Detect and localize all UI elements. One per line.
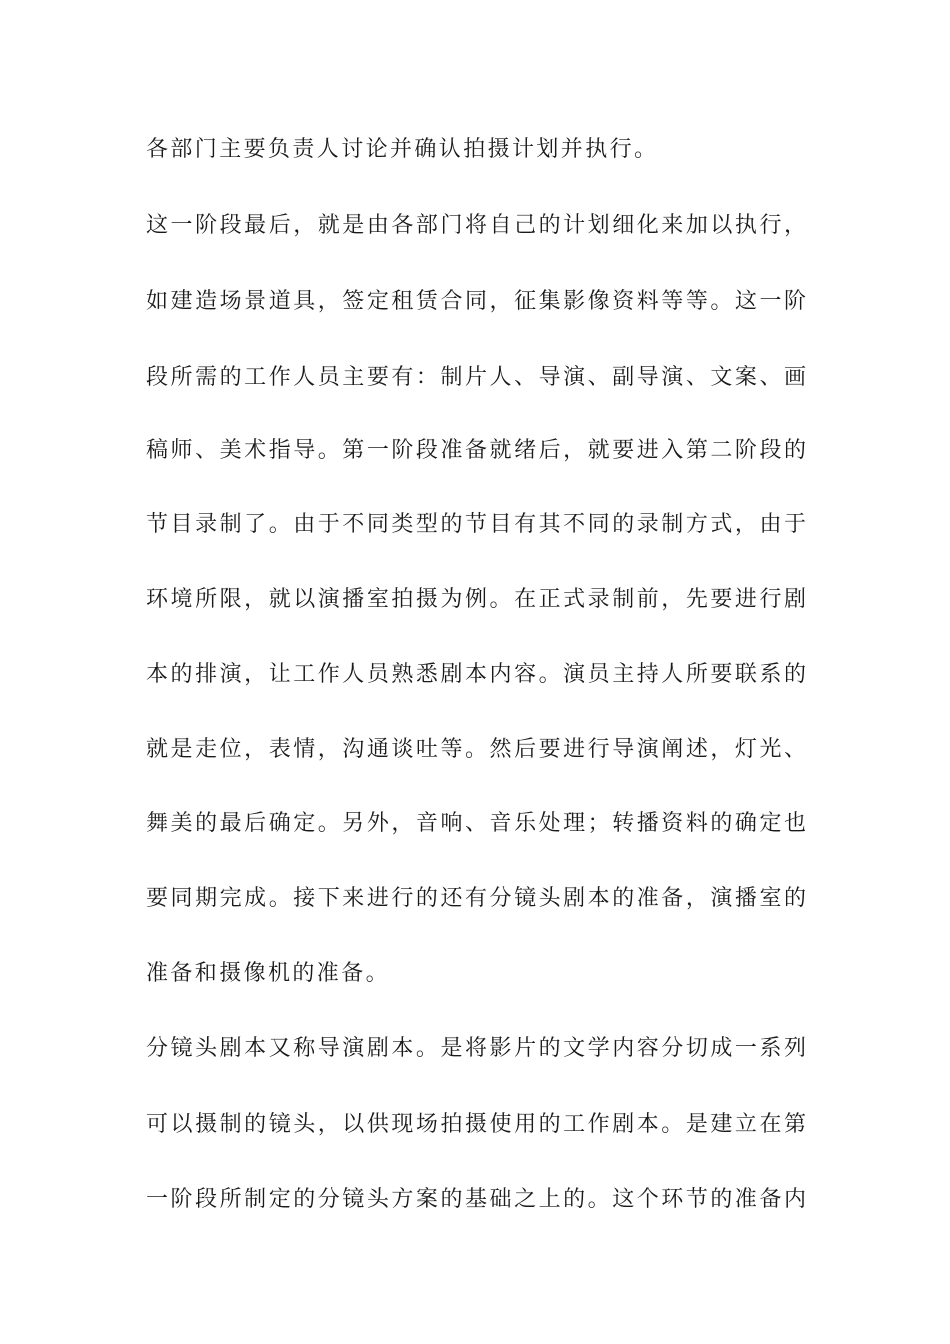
text-line: 就是走位，表情，沟通谈吐等。然后要进行导演阐述，灯光、	[146, 737, 806, 762]
text-line: 段所需的工作人员主要有：制片人、导演、副导演、文案、画	[146, 365, 806, 390]
text-line: 稿师、美术指导。第一阶段准备就绪后，就要进入第二阶段的	[146, 438, 806, 463]
text-line: 本的排演，让工作人员熟悉剧本内容。演员主持人所要联系的	[146, 662, 806, 687]
text-line: 环境所限，就以演播室拍摄为例。在正式录制前，先要进行剧	[146, 587, 806, 612]
text-line: 分镜头剧本又称导演剧本。是将影片的文学内容分切成一系列	[146, 1036, 806, 1061]
text-line: 这一阶段最后，就是由各部门将自己的计划细化来加以执行，	[146, 213, 806, 238]
text-line: 各部门主要负责人讨论并确认拍摄计划并执行。	[146, 137, 659, 162]
text-line: 准备和摄像机的准备。	[146, 961, 391, 986]
text-line: 可以摄制的镜头，以供现场拍摄使用的工作剧本。是建立在第	[146, 1112, 806, 1137]
text-line: 如建造场景道具，签定租赁合同，征集影像资料等等。这一阶	[146, 289, 806, 314]
text-line: 要同期完成。接下来进行的还有分镜头剧本的准备，演播室的	[146, 886, 806, 911]
text-line: 节目录制了。由于不同类型的节目有其不同的录制方式，由于	[146, 512, 806, 537]
text-line: 舞美的最后确定。另外，音响、音乐处理；转播资料的确定也	[146, 811, 806, 836]
text-line: 一阶段所制定的分镜头方案的基础之上的。这个环节的准备内	[146, 1187, 806, 1212]
